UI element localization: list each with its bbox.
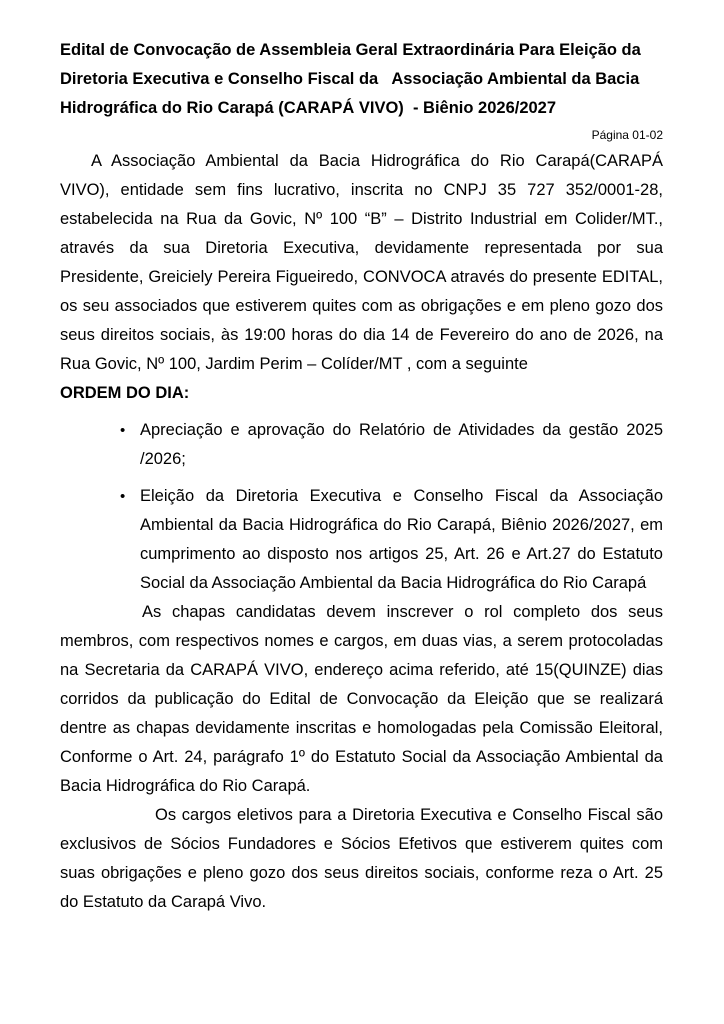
agenda-list xyxy=(60,416,663,598)
page-number-label: Página 01-02 xyxy=(591,128,663,142)
intro-paragraph: A Associação Ambiental da Bacia Hidrográfica do Rio Carapá(CARAPÁ VIVO), entidade sem fins lucrativo, inscrita no CNPJ 35 727 352/0001-28, estabelecida na Rua da Govic, Nº 100 “B” – Distrito Industrial em Colider/MT., através da sua Diretoria Executiva, devidamente representada por sua Presidente, Greiciely Pereira Figueiredo, CONVOCA através do presente EDITAL, os seu associados que estiverem quites com as obrigações e em pleno gozo dos seus direitos sociais, às 19:00 horas do dia 14 de Fevereiro do ano de 2026, na Rua Govic, Nº 100, Jardim Perim – Colíder/MT , com a seguinte xyxy=(60,152,663,373)
document-title-line-2: Diretoria Executiva e Conselho Fiscal da Associação Ambiental da Bacia xyxy=(60,70,640,88)
elective-positions-paragraph: Os cargos eletivos para a Diretoria Executiva e Conselho Fiscal são exclusivos de Sócios Fundadores e Sócios Efetivos que estiverem quites com suas obrigações e pleno gozo dos seus direitos sociais, conforme reza o Art. 25 do Estatuto da Carapá Vivo. xyxy=(60,806,663,911)
candidate-slates-paragraph: As chapas candidatas devem inscrever o rol completo dos seus membros, com respectivos nomes e cargos, em duas vias, a serem protocoladas na Secretaria da CARAPÁ VIVO, endereço acima referido, até 15(QUINZE) dias corridos da publicação do Edital de Convocação da Eleição que se realizará dentre as chapas devidamente inscritas e homologadas pela Comissão Eleitoral, Conforme o Art. 24, parágrafo 1º do Estatuto Social da Associação Ambiental da Bacia Hidrográfica do Rio Carapá. xyxy=(60,603,663,795)
document-title-line-1: Edital de Convocação de Assembleia Geral Extraordinária Para Eleição da xyxy=(60,41,641,59)
agenda-item: • Eleição da Diretoria Executiva e Conselho Fiscal da Associação Ambiental da Bacia Hidrográfica do Rio Carapá, Biênio 2026/2027, em cumprimento ao disposto nos artigos 25, Art. 26 e Art.27 do Estatuto Social da Associação Ambiental da Bacia Hidrográfica do Rio Carapá xyxy=(140,482,663,598)
order-of-the-day-heading: ORDEM DO DIA: xyxy=(60,384,190,402)
document-title-line-3: Hidrográfica do Rio Carapá (CARAPÁ VIVO) - Biênio 2026/2027 xyxy=(60,99,557,117)
agenda-item: • Apreciação e aprovação do Relatório de Atividades da gestão 2025 /2026; xyxy=(140,416,663,474)
document-title xyxy=(60,36,663,123)
